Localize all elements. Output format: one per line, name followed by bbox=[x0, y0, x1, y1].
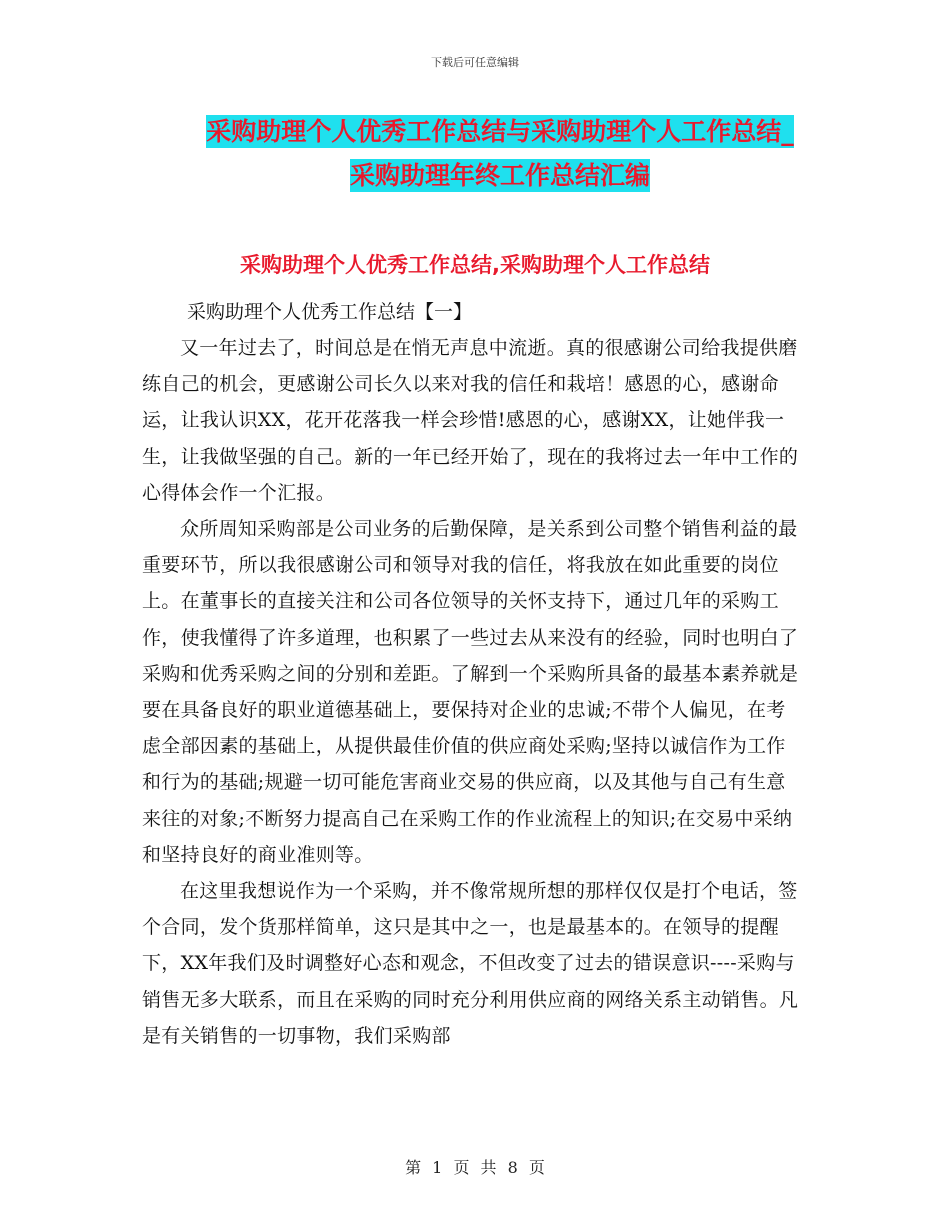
page-number: 第 1 页 共 8 页 bbox=[405, 1158, 545, 1177]
title-line-2: 采购助理年终工作总结汇编 bbox=[349, 161, 650, 190]
document-subtitle: 采购助理个人优秀工作总结,采购助理个人工作总结 bbox=[240, 253, 710, 277]
title-line-1: 采购助理个人优秀工作总结与采购助理个人工作总结_ bbox=[206, 117, 794, 146]
section-heading: 采购助理个人优秀工作总结【一】 bbox=[187, 301, 473, 323]
body-text bbox=[142, 330, 804, 1054]
header-note: 下载后可任意编辑 bbox=[431, 56, 519, 69]
paragraph: 又一年过去了，时间总是在悄无声息中流逝。真的很感谢公司给我提供磨练自己的机会，更感谢公司长久以来对我的信任和栽培！感恩的心，感谢命运，让我认识XX，花开花落我一样会珍惜!感恩的心，感谢XX，让她伴我一生，让我做坚强的自己。新的一年已经开始了，现在的我将过去一年中工作的心得体会作一个汇报。 bbox=[142, 337, 799, 504]
document-title bbox=[140, 110, 860, 198]
paragraph: 众所周知采购部是公司业务的后勤保障，是关系到公司整个销售利益的最重要环节，所以我很感谢公司和领导对我的信任，将我放在如此重要的岗位上。在董事长的直接关注和公司各位领导的关怀支持下，通过几年的采购工作，使我懂得了许多道理，也积累了一些过去从来没有的经验，同时也明白了采购和优秀采购之间的分别和差距。了解到一个采购所具备的最基本素养就是要在具备良好的职业道德基础上，要保持对企业的忠诚;不带个人偏见，在考虑全部因素的基础上，从提供最佳价值的供应商处采购;坚持以诚信作为工作和行为的基础;规避一切可能危害商业交易的供应商，以及其他与自己有生意来往的对象;不断努力提高自己在采购工作的作业流程上的知识;在交易中采纳和坚持良好的商业准则等。 bbox=[142, 518, 799, 866]
paragraph: 在这里我想说作为一个采购，并不像常规所想的那样仅仅是打个电话，签个合同，发个货那样简单，这只是其中之一，也是最基本的。在领导的提醒下，XX年我们及时调整好心态和观念，不但改变了过去的错误意识----采购与销售无多大联系，而且在采购的同时充分利用供应商的网络关系主动销售。凡是有关销售的一切事物，我们采购部 bbox=[142, 880, 799, 1047]
